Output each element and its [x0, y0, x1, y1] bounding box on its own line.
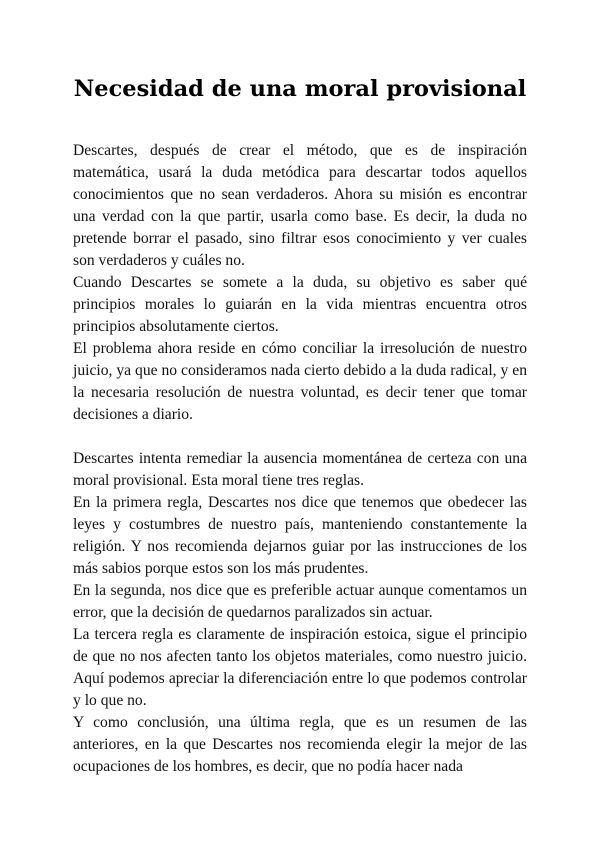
paragraph-first-rule: En la primera regla, Descartes nos dice que tenemos que obedecer las leyes y costumbres de nuestro país, manteniendo constantemente la religión. Y nos recomienda dejarnos guiar por las instrucciones de los más sabios porque estos son los más prudentes.	[73, 494, 527, 577]
paragraph-second-rule: En la segunda, nos dice que es preferible actuar aunque comentamos un error, que la decisión de quedarnos paralizados sin actuar.	[73, 582, 527, 621]
paragraph-irresolution-problem: El problema ahora reside en cómo conciliar la irresolución de nuestro juicio, ya que no consideramos nada cierto debido a la duda radical, y en la necesaria resolución de nuestra voluntad, es decir tener que tomar decisiones a diario.	[73, 340, 527, 423]
paragraph-moral-principles: Cuando Descartes se somete a la duda, su objetivo es saber qué principios morales lo guiarán en la vida mientras encuentra otros principios absolutamente ciertos.	[73, 274, 527, 335]
paragraph-provisional-moral: Descartes intenta remediar la ausencia momentánea de certeza con una moral provisional. Esta moral tiene tres reglas.	[73, 450, 527, 489]
document-body	[73, 140, 527, 778]
paragraph-third-rule: La tercera regla es claramente de inspiración estoica, sigue el principio de que no nos afecten tanto los objetos materiales, como nuestro juicio. Aquí podemos apreciar la diferenciación entre lo que podemos controlar y lo que no.	[73, 626, 527, 709]
paragraph-method-doubt: Descartes, después de crear el método, que es de inspiración matemática, usará la duda metódica para descartar todos aquellos conocimientos que no sean verdaderos. Ahora su misión es encontrar una verdad con la que partir, usarla como base. Es decir, la duda no pretende borrar el pasado, sino filtrar esos conocimiento y ver cuales son verdaderos y cuáles no.	[73, 142, 527, 269]
page-title: Necesidad de una moral provisional	[73, 76, 527, 102]
paragraph-conclusion: Y como conclusión, una última regla, que es un resumen de las anteriores, en la que Descartes nos recomienda elegir la mejor de las ocupaciones de los hombres, es decir, que no podía hacer nada	[73, 714, 527, 775]
